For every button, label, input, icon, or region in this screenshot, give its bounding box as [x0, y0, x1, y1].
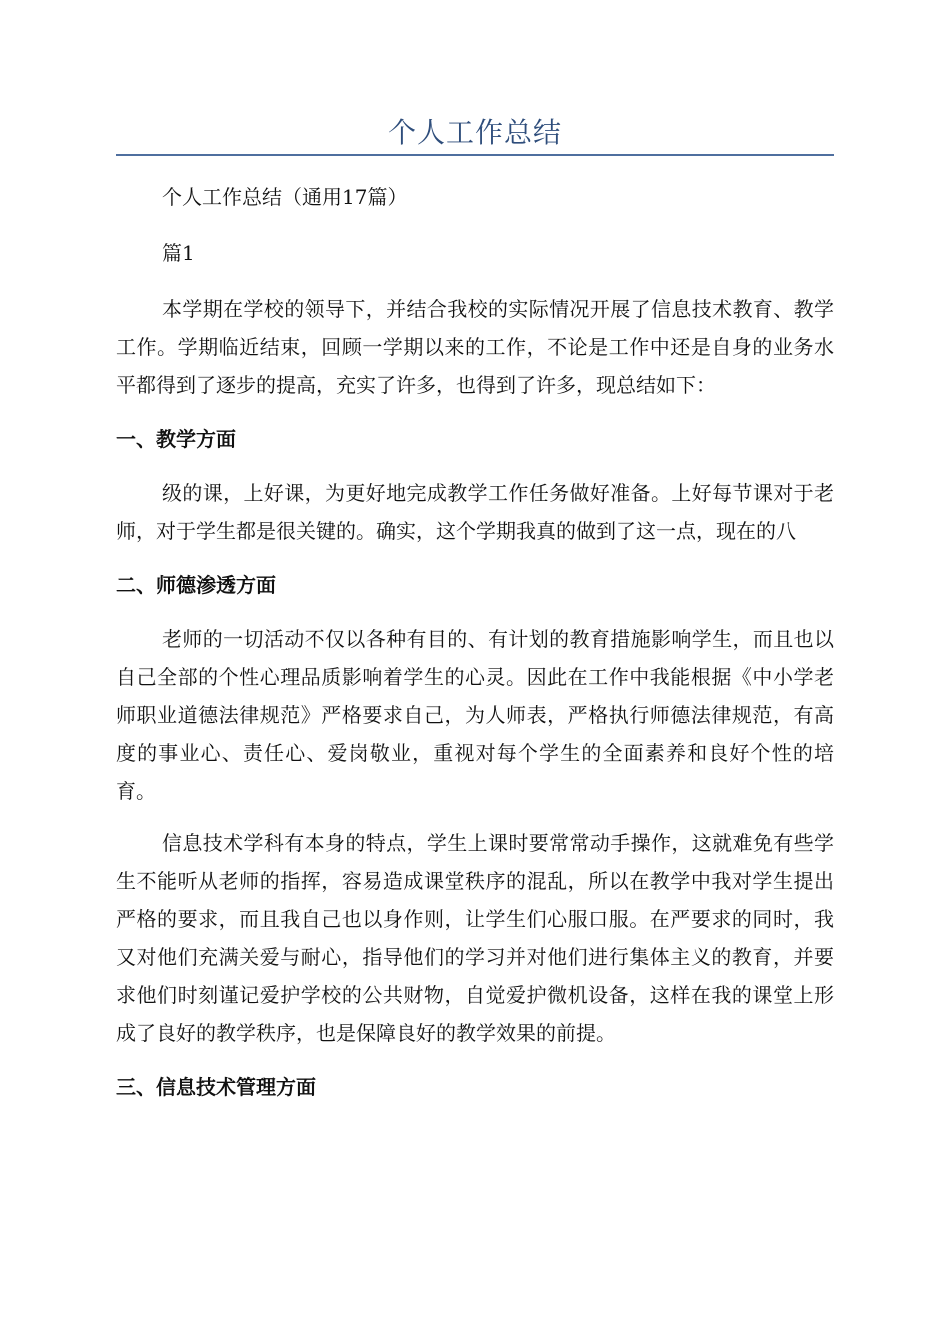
section-paragraph: 级的课，上好课，为更好地完成教学工作任务做好准备。上好每节课对于老师，对于学生都是很关键的。确实，这个学期我真的做到了这一点，现在的八: [116, 481, 834, 543]
section-paragraph: 老师的一切活动不仅以各种有目的、有计划的教育措施影响学生，而且也以自己全部的个性心理品质影响着学生的心灵。因此在工作中我能根据《中小学老师职业道德法律规范》严格要求自己，为人师表，严格执行师德法律规范，有高度的事业心、责任心、爱岗敬业，重视对每个学生的全面素养和良好个性的培育。: [116, 627, 834, 803]
section-heading-ethics: 二、师德渗透方面: [116, 573, 276, 597]
intro-paragraph: 本学期在学校的领导下，并结合我校的实际情况开展了信息技术教育、教学工作。学期临近结束，回顾一学期以来的工作，不论是工作中还是自身的业务水平都得到了逐步的提高，充实了许多，也得到了许多，现总结如下：: [116, 297, 834, 397]
document-page: [116, 0, 834, 1106]
section-paragraph: 信息技术学科有本身的特点，学生上课时要常常动手操作，这就难免有些学生不能听从老师的指挥，容易造成课堂秩序的混乱，所以在教学中我对学生提出严格的要求，而且我自己也以身作则，让学生们心服口服。在严要求的同时，我又对他们充满关爱与耐心，指导他们的学习并对他们进行集体主义的教育，并要求他们时刻谨记爱护学校的公共财物，自觉爱护微机设备，这样在我的课堂上形成了良好的教学秩序，也是保障良好的教学效果的前提。: [116, 831, 834, 1045]
document-subtitle: 个人工作总结（通用17篇）: [162, 185, 408, 209]
piece-label: 篇1: [162, 241, 195, 265]
document-title: 个人工作总结: [387, 116, 562, 149]
section-heading-teaching: 一、教学方面: [116, 427, 236, 451]
section-heading-it-management: 三、信息技术管理方面: [116, 1075, 316, 1099]
title-underline: [116, 154, 834, 156]
